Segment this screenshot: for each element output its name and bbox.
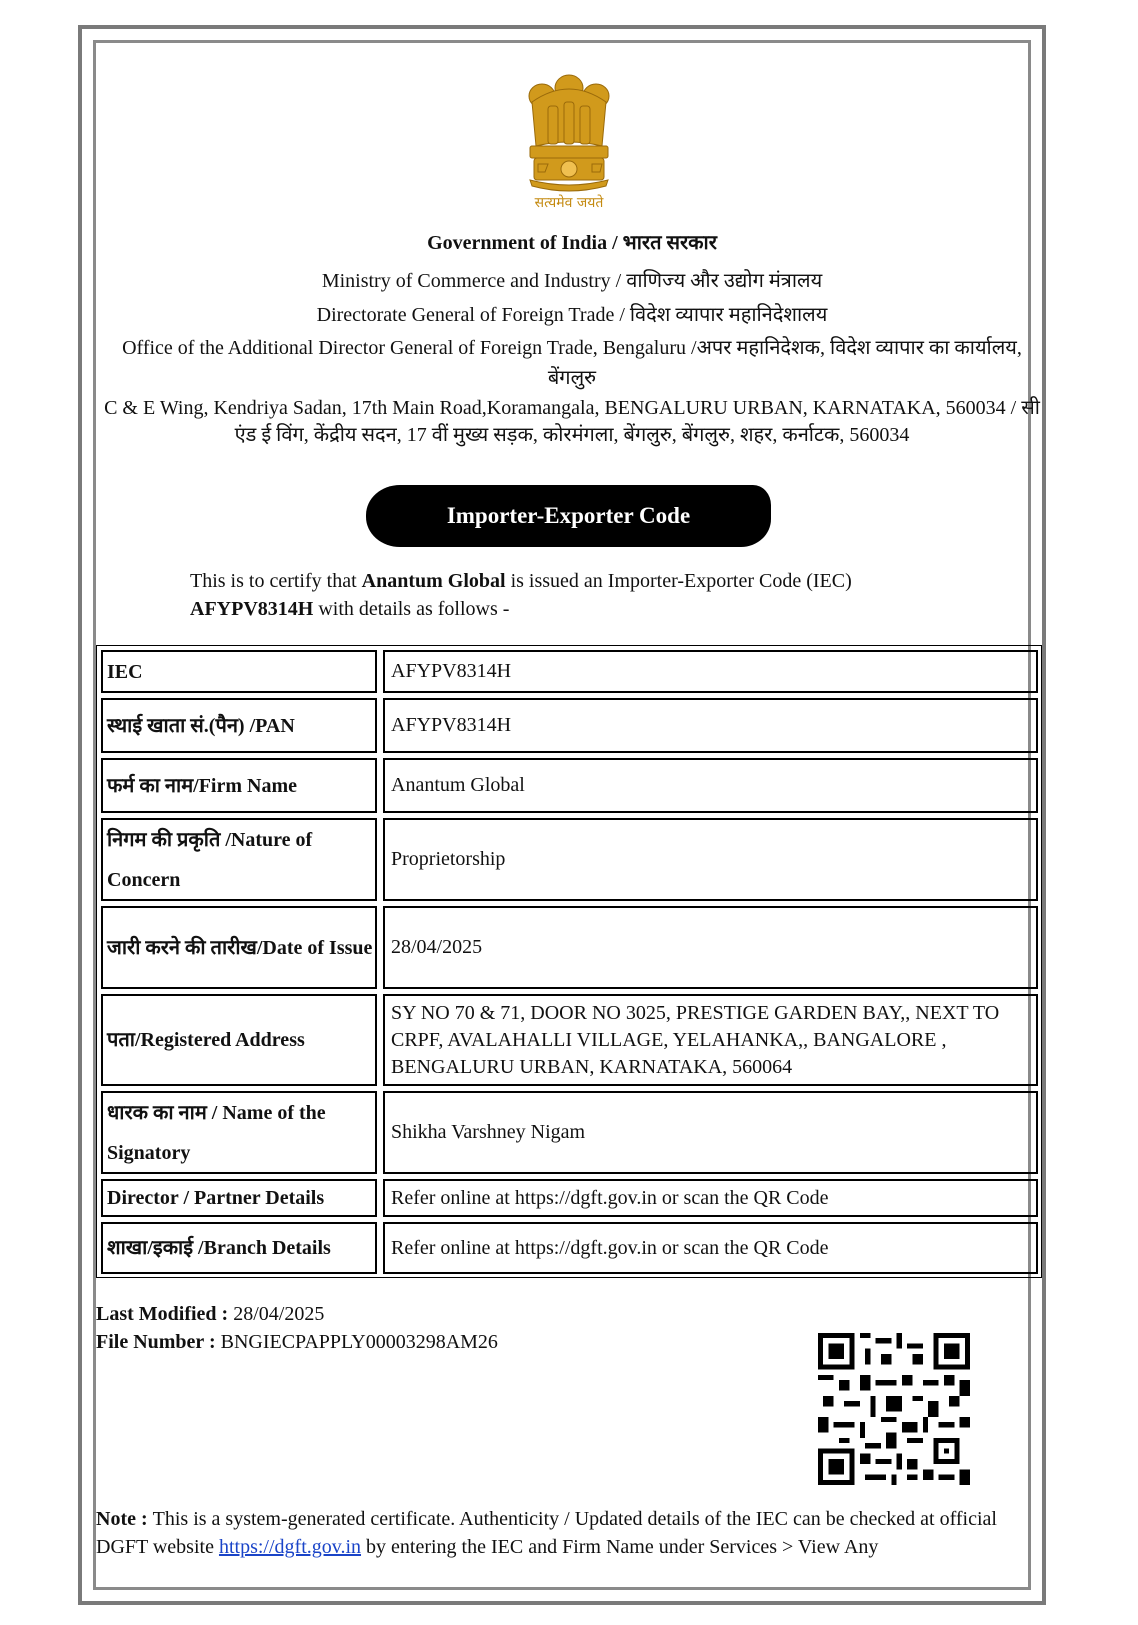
certificate-title: Importer-Exporter Code [366,485,771,547]
statement-firm: Anantum Global [361,570,506,592]
value-director-details: Refer online at https://dgft.gov.in or scan the QR Code [383,1179,1038,1217]
details-table [96,645,1042,1278]
label-date-of-issue: जारी करने की तारीख/Date of Issue [101,906,377,989]
note-text-1: This is a system-generated certificate. Authenticity / Updated details of the IEC can be checked at official DGFT website [96,1508,997,1558]
directorate-line: Directorate General of Foreign Trade / विदेश व्यापार महानिदेशालय [316,304,828,326]
last-modified-value: 28/04/2025 [233,1303,325,1325]
file-number-label: File Number : [96,1331,221,1353]
last-modified-label: Last Modified : [96,1303,234,1325]
label-signatory: धारक का नाम / Name of the Signatory [101,1091,377,1174]
value-iec: AFYPV8314H [383,650,1038,693]
note [96,1505,1016,1561]
value-nature-of-concern: Proprietorship [383,818,1038,901]
value-firm-name: Anantum Global [383,758,1038,813]
label-nature-of-concern: निगम की प्रकृति /Nature of Concern [101,818,377,901]
label-branch-details: शाखा/इकाई /Branch Details [101,1222,377,1274]
ministry-line: Ministry of Commerce and Industry / वाणिज्य और उद्योग मंत्रालय [321,270,823,292]
qr-code[interactable] [818,1333,970,1485]
statement-suffix: with details as follows - [313,598,510,620]
statement-prefix: This is to certify that [190,570,362,592]
note-text-2: by entering the IEC and Firm Name under Services > View Any [361,1536,879,1558]
value-registered-address: SY NO 70 & 71, DOOR NO 3025, PRESTIGE GARDEN BAY,, NEXT TO CRPF, AVALAHALLI VILLAGE, YELAHANKA,, BANGALORE , BENGALURU URBAN, KARNATAKA, 560064 [383,994,1038,1086]
dgft-website-link[interactable]: https://dgft.gov.in [218,1536,362,1558]
label-iec: IEC [101,650,377,693]
emblem-motto: सत्यमेव जयते [534,195,604,211]
statement-middle: is issued an Importer-Exporter Code (IEC) [505,570,852,592]
office-address: C & E Wing, Kendriya Sadan, 17th Main Road,Koramangala, BENGALURU URBAN, KARNATAKA, 560034 / सी एंड ई विंग, केंद्रीय सदन, 17 वीं मुख्य सड़क, कोरमंगला, बेंगलुरु, बेंगलुरु, शहर, कर्नाटक, 560034 [104,397,1040,446]
value-pan: AFYPV8314H [383,698,1038,753]
national-emblem-icon [510,68,628,213]
label-director-details: Director / Partner Details [101,1179,377,1217]
statement-iec: AFYPV8314H [190,598,314,620]
note-label: Note : [96,1508,153,1530]
value-date-of-issue: 28/04/2025 [383,906,1038,989]
label-firm-name: फर्म का नाम/Firm Name [101,758,377,813]
label-registered-address: पता/Registered Address [101,994,377,1086]
last-modified [96,1303,324,1326]
value-branch-details: Refer online at https://dgft.gov.in or scan the QR Code [383,1222,1038,1274]
government-heading: Government of India / भारत सरकार [427,232,717,254]
label-pan: स्थाई खाता सं.(पैन) /PAN [101,698,377,753]
office-line: Office of the Additional Director General of Foreign Trade, Bengaluru /अपर महानिदेशक, विदेश व्यापार का कार्यालय, बेंगलुरु [122,337,1022,389]
file-number [96,1331,498,1354]
file-number-value: BNGIECPAPPLY00003298AM26 [220,1331,498,1353]
certification-statement [190,567,990,623]
value-signatory: Shikha Varshney Nigam [383,1091,1038,1174]
